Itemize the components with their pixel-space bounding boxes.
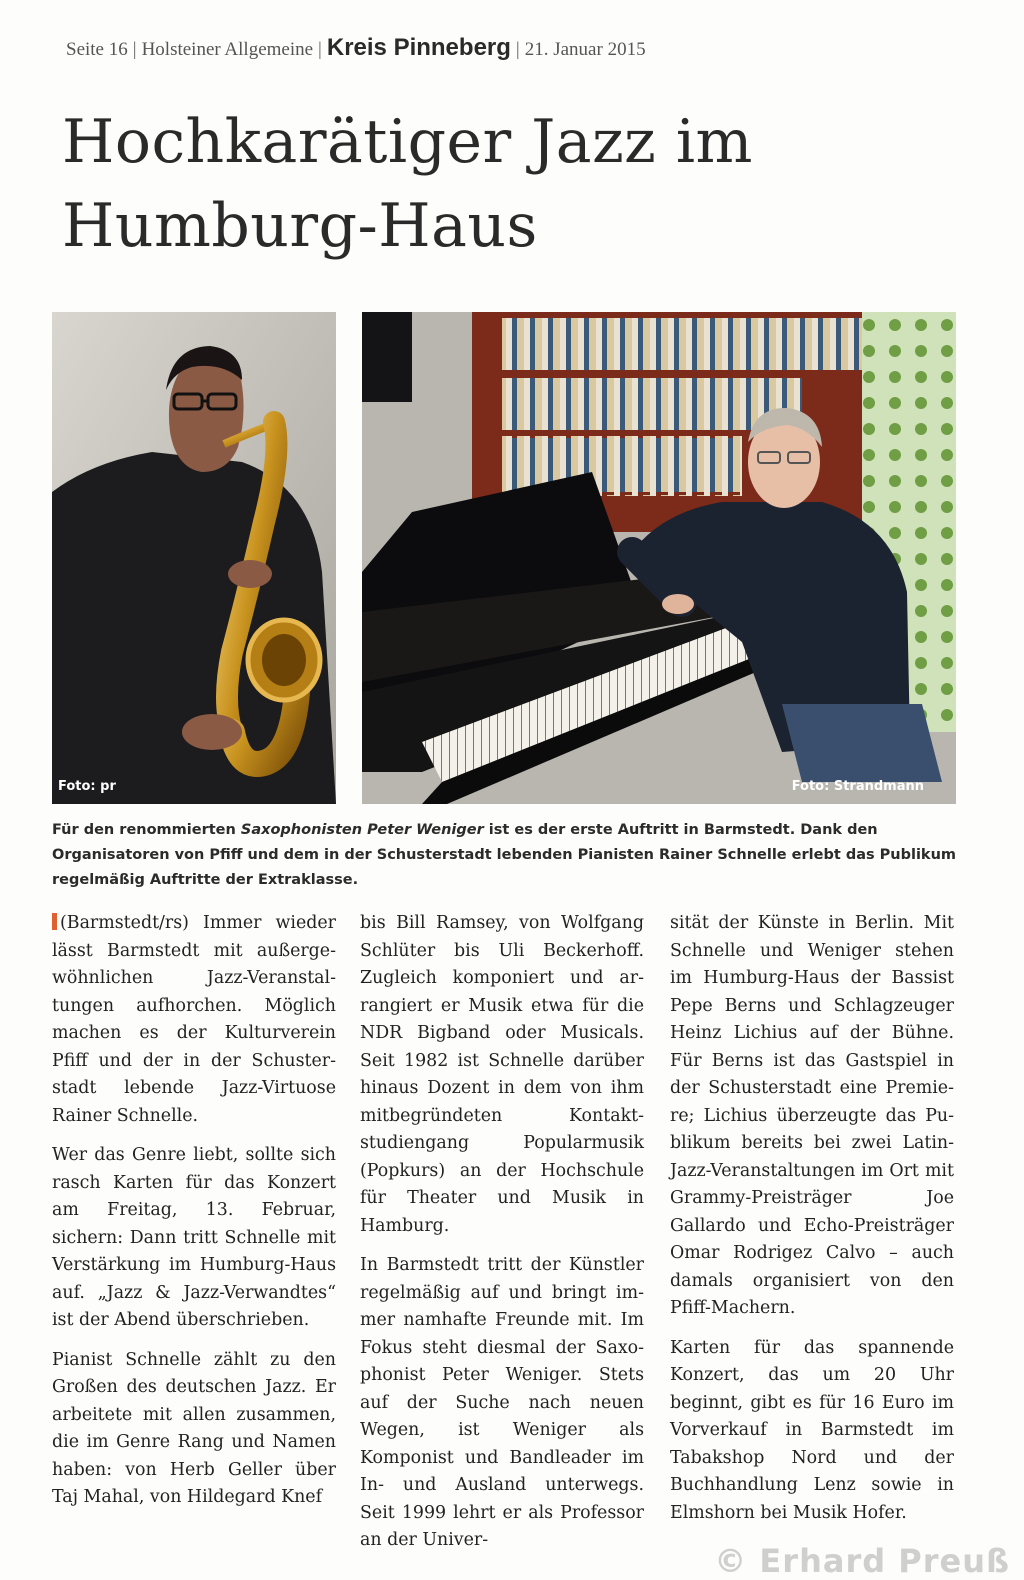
photo-caption — [52, 818, 956, 893]
caption-part-1: Für den renommierten — [52, 822, 241, 838]
caption-emphasis: Saxophonisten Peter Weniger — [240, 822, 484, 838]
photo-credit-left: Foto: pr — [58, 779, 116, 794]
caption-part-2: ist es der erste Auftritt in Barmstedt. Dank den Organisatoren von Pfiff und dem in der Schusterstadt lebenden Pianisten Rainer Schnelle erlebt das Publikum regelmäßig Auftritte der Extraklasse. — [52, 822, 957, 888]
section-name: Kreis Pinneberg — [326, 34, 511, 61]
headline-line-2: Humburg-Haus — [62, 191, 538, 261]
copyright-watermark: © Erhard Preuß — [714, 1542, 1010, 1580]
separator: | — [132, 39, 137, 60]
saxophonist-illustration — [52, 312, 336, 804]
paragraph: Karten für das spannende Konzert, das um 20 Uhr beginnt, gibt es für 16 Euro im Vorverkauf in Barmstedt im Tabakshop Nord und der Buchhandlung Lenz sowie in Elmshorn bei Musik Hofer. — [670, 1337, 954, 1523]
paragraph — [52, 910, 336, 1130]
headline-line-1: Hochkarätiger Jazz im — [62, 107, 753, 177]
photo-credit-right: Foto: Strandmann — [791, 779, 924, 794]
paragraph: Pianist Schnelle zählt zu den Großen des deutschen Jazz. Er arbeitete mit allen zusammen, die im Genre Rang und Namen haben: von Herb Geller über Taj Mahal, von Hildegard Knef — [52, 1349, 336, 1507]
article-column-3 — [670, 910, 954, 1540]
running-head — [66, 34, 646, 70]
issue-date: 21. Januar 2015 — [524, 39, 646, 60]
paragraph-text: (Barmstedt/rs) Immer wieder lässt Barmstedt mit außergewöhnlichen Jazz-Veranstaltungen aufhorchen. Möglich machen es der Kulturverein Pfiff und der in der Schusterstadt lebende Jazz-Virtuose Rainer Schnelle. — [52, 913, 336, 1126]
headline — [62, 100, 962, 268]
separator: | — [515, 39, 520, 60]
pianist-illustration — [362, 312, 956, 804]
page-number: Seite 16 — [66, 39, 128, 60]
paragraph: Wer das Genre liebt, sollte sich rasch Karten für das Konzert am Freitag, 13. Februar, sichern: Dann tritt Schnelle mit Verstärkung im Humburg-Haus auf. „Jazz & Jazz-Verwandtes“ ist der Abend überschrieben. — [52, 1145, 336, 1330]
separator: | — [318, 39, 322, 60]
photo-pianist — [362, 312, 956, 804]
article-column-1 — [52, 910, 336, 1540]
article-start-marker — [52, 913, 57, 930]
paragraph: sität der Künste in Berlin. Mit Schnelle und Weniger stehen im Humburg-Haus der Bassist Pepe Berns und Schlagzeuger Heinz Lichius auf der Bühne. Für Berns ist das Gastspiel in der Schusterstadt eine Premiere; Lichius überzeugte das Publikum bereits bei zwei Latin-Jazz-Veranstaltungen im Ort mit Grammy-Preisträger Joe Gallardo und Echo-Preisträger Omar Rodrigez Calvo – auch damals organisiert von den Pfiff-Machern. — [670, 913, 954, 1318]
photo-saxophonist — [52, 312, 336, 804]
paragraph: bis Bill Ramsey, von Wolfgang Schlüter bis Uli Beckerhoff. Zugleich komponiert und arrangiert er Musik etwa für die NDR Bigband oder Musicals. Seit 1982 ist Schnelle darüber hinaus Dozent in dem von ihm mitbegründeten Kontaktstudiengang Popularmusik (Popkurs) an der Hochschule für Theater und Musik in Hamburg. — [360, 913, 644, 1236]
article-column-2 — [360, 910, 644, 1550]
paragraph: In Barmstedt tritt der Künstler regelmäßig auf und bringt immer namhafte Freunde mit. Im Fokus steht diesmal der Saxophonist Peter Weniger. Stets auf der Suche nach neuen Wegen, ist Weniger als Komponist und Bandleader im In- und Ausland unterwegs. Seit 1999 lehrt er als Professor an der Univer- — [360, 1255, 644, 1550]
paper-name: Holsteiner Allgemeine — [141, 39, 314, 60]
